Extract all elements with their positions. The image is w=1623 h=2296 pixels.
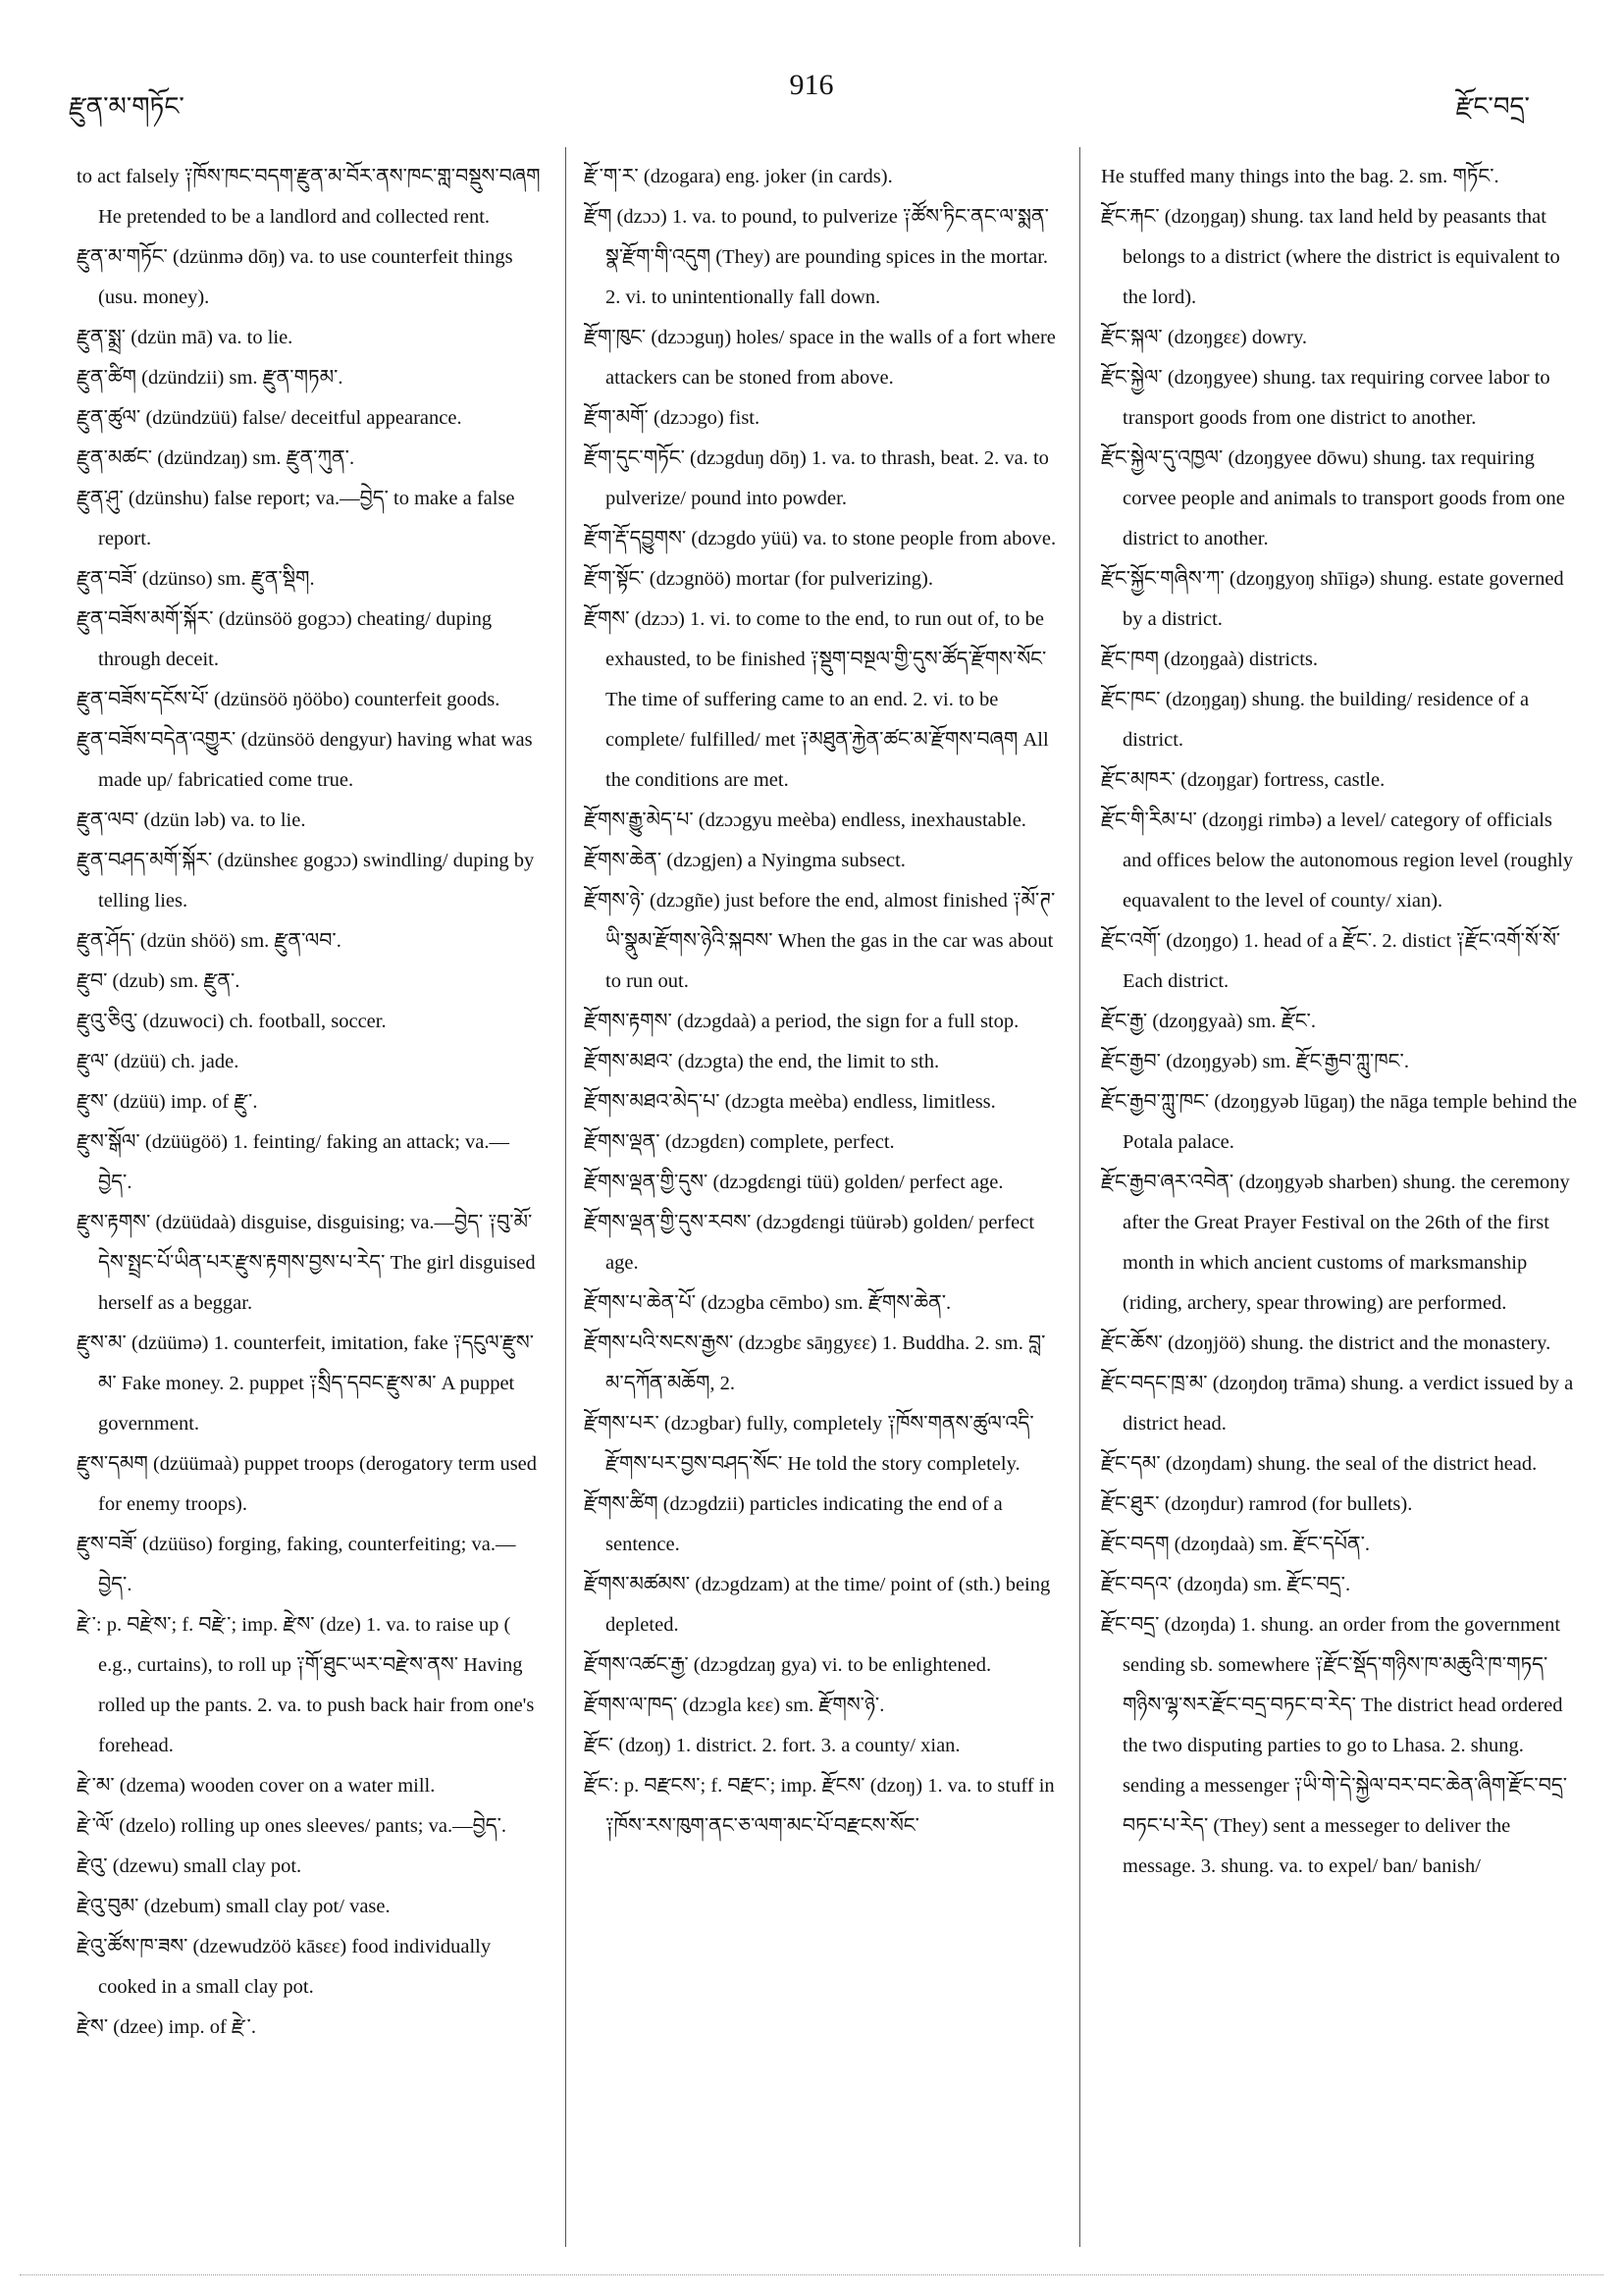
dictionary-entry: རྫེ་ལོ་ (dzelo) rolling up ones sleeves/ pants; va.—བྱེད་. — [77, 1815, 507, 1837]
dictionary-entry: རྫོགས་ཆེན་ (dzɔgjen) a Nyingma subsect. — [584, 850, 906, 871]
dictionary-entry: རྫོགས་པ་ཆེན་པོ་ (dzɔgba cēmbo) sm. རྫོགས་ཆེན་. — [584, 1292, 952, 1314]
dictionary-entry: རྫོགས་པའི་སངས་རྒྱས་ (dzɔgbɛ sāŋgyɛɛ) 1. Buddha. 2. sm. བླ་མ་དཀོན་མཆོག, 2. — [584, 1332, 1046, 1394]
dictionary-entry: རྫོང་སྐྱོང་གཞིས་ཀ་ (dzoŋgyoŋ shīigə) shung. estate governed by a district. — [1101, 568, 1564, 630]
dictionary-entry: རྫོང་ (dzoŋ) 1. district. 2. fort. 3. a county/ xian. — [584, 1735, 961, 1756]
dictionary-entry: རྫོང་རྒྱབ་ (dzoŋgyəb) sm. རྫོང་རྒྱབ་ཀླུ་ཁང་. — [1101, 1051, 1409, 1072]
page-footer-rule — [20, 2274, 1603, 2275]
dictionary-entry: རྫོང་རྒྱབ་ཞར་འབེན་ (dzoŋgyəb sharben) shung. the ceremony after the Great Prayer Festival on the 26th of the first month in which ancient customs of marksmanship (riding, archery, spear throwing) are performed. — [1101, 1172, 1570, 1314]
header-left-headword: རྫུན་མ་གཏོང་ — [69, 92, 184, 121]
dictionary-entry: རྫེ་མ་ (dzema) wooden cover on a water mill. — [77, 1775, 436, 1797]
dictionary-entry: རྫོག (dzɔɔ) 1. va. to pound, to pulverize ༑ཚོས་ཏིང་ནང་ལ་སྨན་སྣ་རྫོག་གི་འདུག (They) are pounding spices in the mortar. 2. vi. to unintentionally fall down. — [584, 206, 1049, 308]
column-left — [77, 157, 542, 2276]
dictionary-entry: རྫོང་རྒྱབ་ཀླུ་ཁང་ (dzoŋgyəb lūgaŋ) the nāga temple behind the Potala palace. — [1101, 1091, 1578, 1153]
dictionary-entry: རྫེས་ (dzee) imp. of རྫེ་. — [77, 2016, 256, 2038]
dictionary-entry: He stuffed many things into the bag. 2. sm. གཏོང་. — [1101, 166, 1499, 187]
dictionary-entry: རྫོང་སྐྱེལ་ (dzoŋgyee) shung. tax requiring corvee labor to transport goods from one district to another. — [1101, 367, 1550, 429]
dictionary-entry: རྫོགས་མཚམས་ (dzɔgdzam) at the time/ point of (sth.) being depleted. — [584, 1574, 1051, 1636]
dictionary-entry: རྫུན་ལབ་ (dzün ləb) va. to lie. — [77, 809, 306, 831]
dictionary-entry: རྫོང་བདའ་ (dzoŋda) sm. རྫོང་བདྲ་. — [1101, 1574, 1351, 1595]
dictionary-entry: རྫུས་དམག (dzüümaà) puppet troops (derogatory term used for enemy troops). — [77, 1453, 538, 1515]
dictionary-entry: རྫོགས་མཐའ་མེད་པ་ (dzɔgta meèba) endless, limitless. — [584, 1091, 996, 1113]
dictionary-entry: རྫེའུ་བུམ་ (dzebum) small clay pot/ vase. — [77, 1896, 391, 1917]
page-header — [0, 61, 1623, 120]
dictionary-entry: རྫུན་བཟོས་བདེན་འགྱུར་ (dzünsöö dengyur) having what was made up/ fabricatied come true. — [77, 729, 533, 791]
dictionary-entry: རྫུས་ (dzüü) imp. of རྫུ་. — [77, 1091, 258, 1113]
dictionary-entry: རྫོགས་ལ་ཁད་ (dzɔgla kɛɛ) sm. རྫོགས་ཉེ་. — [584, 1695, 885, 1716]
dictionary-entry: རྫུན་བཟོ་ (dzünso) sm. རྫུན་སྡིག. — [77, 568, 315, 590]
dictionary-entry: རྫེ་: p. བརྫེས་; f. བརྫེ་; imp. རྫེས་ (dze) 1. va. to raise up ( e.g., curtains), to roll up ༑གོ་ཐུང་ཡར་བརྫེས་ནས་ Having rolled up the pants. 2. va. to push back hair from one's forehead. — [77, 1614, 535, 1756]
dictionary-entry: རྫུས་རྟགས་ (dzüüdaà) disguise, disguising; va.—བྱེད་ ༑བུ་མོ་དེས་སྤྲང་པོ་ཡིན་པར་རྫུས་རྟགས་བྱས་པ་རེད་ The girl disguised herself as a beggar. — [77, 1212, 536, 1314]
dictionary-entry: རྫོག་ཁུང་ (dzɔɔguŋ) holes/ space in the walls of a fort where attackers can be stoned from above. — [584, 327, 1056, 389]
header-right-headword: རྫོང་བདྲ་ — [1455, 92, 1530, 121]
dictionary-entry: རྫོང་དམ་ (dzoŋdam) shung. the seal of the district head. — [1101, 1453, 1538, 1475]
dictionary-entry: རྫོང་འགོ་ (dzoŋgo) 1. head of a རྫོང་. 2. distict ༑རྫོང་འགོ་སོ་སོ་ Each district. — [1101, 930, 1561, 992]
dictionary-entry: རྫུན་ཚུལ་ (dzündzüü) false/ deceitful appearance. — [77, 407, 462, 429]
dictionary-entry: རྫོང་སྐལ་ (dzoŋgɛɛ) dowry. — [1101, 327, 1308, 348]
dictionary-entry: རྫོགས་ཉེ་ (dzɔgñe) just before the end, almost finished ༑མོ་ཊ་ཡི་སྣུམ་རྫོགས་ཉེའི་སྐབས་ When the gas in the car was about to run out. — [584, 890, 1056, 992]
dictionary-entry: རྫུན་བཟོས་མགོ་སྐོར་ (dzünsöö gogɔɔ) cheating/ duping through deceit. — [77, 608, 493, 670]
dictionary-entry: རྫོགས་རྟགས་ (dzɔgdaà) a period, the sign for a full stop. — [584, 1011, 1020, 1032]
dictionary-entry: རྫུན་ཤུ་ (dzünshu) false report; va.—བྱེད་ to make a false report. — [77, 488, 515, 549]
dictionary-entry: རྫུན་བཟོས་དངོས་པོ་ (dzünsöö ŋööbo) counterfeit goods. — [77, 689, 500, 710]
dictionary-entry: རྫོགས་རྒྱུ་མེད་པ་ (dzɔɔgyu meèba) endless, inexhaustable. — [584, 809, 1026, 831]
dictionary-entry: རྫོག་རྡོ་དབྱུགས་ (dzɔgdo yüü) va. to stone people from above. — [584, 528, 1057, 549]
dictionary-entry: རྫོག་མགོ་ (dzɔɔgo) fist. — [584, 407, 760, 429]
dictionary-entry: རྫོང་བདང་ཁྲ་མ་ (dzoŋdoŋ trāma) shung. a verdict issued by a district head. — [1101, 1373, 1574, 1435]
dictionary-entry: རྫེའུ་ཚོས་ཁ་ཟས་ (dzewudzöö kāsɛɛ) food individually cooked in a small clay pot. — [77, 1936, 492, 1998]
dictionary-entry: རྫོང་: p. བརྫངས་; f. བརྫང་; imp. རྫོངས་ (dzoŋ) 1. va. to stuff in ༑ཁོས་རས་ཁུག་ནང་ཅ་ལག་མང་པོ་བརྫངས་སོང་ — [584, 1775, 1055, 1837]
dictionary-entry: རྫོ་ག་ར་ (dzogara) eng. joker (in cards). — [584, 166, 893, 187]
dictionary-entry: རྫུན་ཤོད་ (dzün shöö) sm. རྫུན་ལབ་. — [77, 930, 341, 952]
dictionary-entry: རྫོགས་པར་ (dzɔgbar) fully, completely ༑ཁོས་གནས་ཚུལ་འདི་རྫོགས་པར་བྱས་བཤད་སོང་ He told the story completely. — [584, 1413, 1034, 1475]
dictionary-entry: རྫུའུ་ཅིའུ་ (dzuwoci) ch. football, soccer. — [77, 1011, 387, 1032]
dictionary-entry: རྫོང་ཐུར་ (dzoŋdur) ramrod (for bullets). — [1101, 1493, 1413, 1515]
dictionary-entry: རྫེའུ་ (dzewu) small clay pot. — [77, 1855, 302, 1877]
dictionary-entry: རྫོགས་ (dzɔɔ) 1. vi. to come to the end, to run out of, to be exhausted, to be finished ༑སྡུག་བསྔལ་གྱི་དུས་ཚོད་རྫོགས་སོང་ The time of suffering came to an end. 2. vi. to be complete/ fulfilled/ met ༑མཐུན་རྐྱེན་ཚང་མ་རྫོགས་བཞག All the conditions are met. — [584, 608, 1049, 791]
dictionary-entry: རྫོགས་ཚིག (dzɔgdzii) particles indicating the end of a sentence. — [584, 1493, 1003, 1555]
column-divider — [565, 147, 566, 2247]
dictionary-entry: རྫུན་ཚིག (dzündzii) sm. རྫུན་གཏམ་. — [77, 367, 343, 389]
column-right — [1101, 157, 1580, 2276]
dictionary-entry: རྫུས་མ་ (dzüümə) 1. counterfeit, imitation, fake ༑དངུལ་རྫུས་མ་ Fake money. 2. puppet ༑སྲིད་དབང་རྫུས་མ་ A puppet government. — [77, 1332, 535, 1435]
dictionary-entry: རྫུབ་ (dzub) sm. རྫུན་. — [77, 970, 240, 992]
dictionary-entry: རྫུལ་ (dzüü) ch. jade. — [77, 1051, 239, 1072]
dictionary-entry: རྫོགས་ལྡན་ (dzɔgdɛn) complete, perfect. — [584, 1131, 895, 1153]
column-divider — [1079, 147, 1080, 2247]
dictionary-entry: རྫུས་བཟོ་ (dzüüso) forging, faking, counterfeiting; va.—བྱེད་. — [77, 1534, 516, 1595]
dictionary-entry: རྫུན་སྨྲ་ (dzün mā) va. to lie. — [77, 327, 293, 348]
dictionary-entry: རྫོང་ཆོས་ (dzoŋjöö) shung. the district and the monastery. — [1101, 1332, 1551, 1354]
dictionary-entry: རྫོགས་འཚང་རྒྱ་ (dzɔgdzaŋ gya) vi. to be enlightened. — [584, 1654, 992, 1676]
dictionary-entry: རྫོང་སྐྱེལ་དུ་འཁྱལ་ (dzoŋgyee dōwu) shung. tax requiring corvee people and animals to transport goods from one district to another. — [1101, 447, 1565, 549]
column-middle — [584, 157, 1059, 2276]
dictionary-entry: རྫོང་མཁར་ (dzoŋgar) fortress, castle. — [1101, 769, 1386, 791]
dictionary-entry: རྫུས་སྒོལ་ (dzüügöö) 1. feinting/ faking an attack; va.—བྱེད་. — [77, 1131, 510, 1193]
dictionary-entry: རྫོང་རྒྱ་ (dzoŋgyaà) sm. རྫོང་. — [1101, 1011, 1316, 1032]
dictionary-entry: རྫུན་བཤད་མགོ་སྐོར་ (dzünsheɛ gogɔɔ) swindling/ duping by telling lies. — [77, 850, 535, 912]
dictionary-entry: to act falsely ༑ཁོས་ཁང་བདག་རྫུན་མ་བོར་ནས་ཁང་གླ་བསྡུས་བཞག He pretended to be a landlord and collected rent. — [77, 166, 541, 228]
dictionary-entry: རྫོགས་ལྡན་གྱི་དུས་ (dzɔgdɛngi tüü) golden/ perfect age. — [584, 1172, 1004, 1193]
dictionary-entry: རྫུན་མ་གཏོང་ (dzünmə dōŋ) va. to use counterfeit things (usu. money). — [77, 246, 513, 308]
dictionary-entry: རྫོང་ཁང་ (dzoŋgaŋ) shung. the building/ residence of a district. — [1101, 689, 1530, 751]
dictionary-entry: རྫོག་སྟོང་ (dzɔgnöö) mortar (for pulverizing). — [584, 568, 933, 590]
dictionary-entry: རྫོང་བདྲ་ (dzoŋda) 1. shung. an order from the government sending sb. somewhere ༑རྫོང་སྡོད་གཉིས་ཁ་མཆུའི་ཁ་གཏད་གཉིས་ལྷ་སར་རྫོང་བདྲ་བཏང་བ་རེད་ The district head ordered the two disputing parties to go to Lhasa. 2. shung. sending a messenger ༑ཡི་གེ་དེ་སྐྱེལ་བར་བང་ཆེན་ཞིག་རྫོང་བདྲ་བཏང་པ་རེད་ (They) sent a messeger to deliver the message. 3. shung. va. to expel/ ban/ banish/ — [1101, 1614, 1568, 1877]
dictionary-entry: རྫོང་གི་རིམ་པ་ (dzoŋgi rimbə) a level/ category of officials and offices below the autonomous region level (roughly equavalent to the level of county/ xian). — [1101, 809, 1574, 912]
page-number: 916 — [789, 69, 834, 101]
dictionary-entry: རྫུན་མཚང་ (dzündzaŋ) sm. རྫུན་ཀུན་. — [77, 447, 355, 469]
dictionary-entry: རྫོགས་མཐའ་ (dzɔgta) the end, the limit to sth. — [584, 1051, 940, 1072]
dictionary-entry: རྫོང་བདག (dzoŋdaà) sm. རྫོང་དཔོན་. — [1101, 1534, 1371, 1555]
dictionary-entry: རྫོང་རྐང་ (dzoŋgaŋ) shung. tax land held by peasants that belongs to a district (where the district is equivalent to the lord). — [1101, 206, 1560, 308]
dictionary-entry: རྫོག་དུང་གཏོང་ (dzɔgduŋ dōŋ) 1. va. to thrash, beat. 2. va. to pulverize/ pound into powder. — [584, 447, 1049, 509]
dictionary-entry: རྫོགས་ལྡན་གྱི་དུས་རབས་ (dzɔgdɛngi tüürəb) golden/ perfect age. — [584, 1212, 1035, 1274]
dictionary-entry: རྫོང་ཁག (dzoŋgaà) districts. — [1101, 649, 1319, 670]
